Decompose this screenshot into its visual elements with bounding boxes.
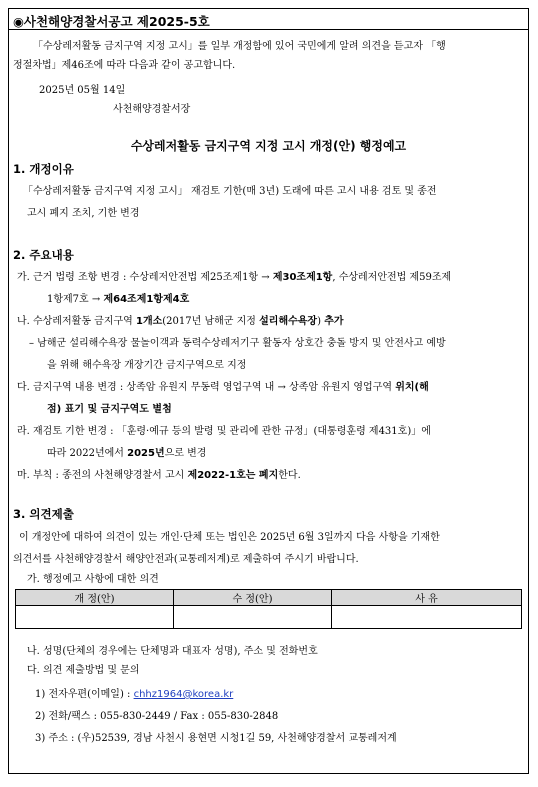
opinion-table xyxy=(15,589,522,629)
section-1-line-1: 「수상레저활동 금지구역 지정 고시」 재검토 기한(매 3년) 도래에 따른 고시 내용 검토 및 종전 xyxy=(23,186,437,197)
item-na-line-3: 을 위해 해수욕장 개장기간 금지구역으로 지정 xyxy=(47,360,247,371)
contact-phone-line: 2) 전화/팩스 : 055-830-2449 / Fax : 055-830-2848 xyxy=(35,711,279,722)
section-3-item-da: 다. 의견 제출방법 및 문의 xyxy=(27,665,140,676)
item-ga-line-2: 1항제7호 → 제64조제1항제4호 xyxy=(47,294,190,305)
notice-signer: 사천해양경찰서장 xyxy=(113,104,191,115)
section-3-item-na: 나. 성명(단체의 경우에는 단체명과 대표자 성명), 주소 및 전화번호 xyxy=(27,646,318,657)
document-title: 수상레저활동 금지구역 지정 고시 개정(안) 행정예고 xyxy=(130,139,407,153)
item-ra-line-2: 따라 2022년에서 2025년으로 변경 xyxy=(47,448,207,459)
table-cell-amendment[interactable] xyxy=(174,606,332,629)
table-cell-reason[interactable] xyxy=(332,606,522,629)
notice-date: 2025년 05월 14일 xyxy=(39,85,126,96)
item-na-line-1: 나. 수상레저활동 금지구역 1개소(2017년 남해군 지정 설리해수욕장) 추가 xyxy=(17,316,344,327)
section-1-heading: 1. 개정이유 xyxy=(13,162,74,176)
table-row xyxy=(16,606,522,629)
highlight-article-64: 제64조제1항제4호 xyxy=(103,294,190,305)
section-1-line-2: 고시 폐지 조치, 기한 변경 xyxy=(27,208,140,219)
item-da-line-1: 다. 금지구역 내용 변경 : 상족암 유원지 무동력 영업구역 내 → 상족암 유원지 영업구역 위치(해 xyxy=(17,382,429,393)
table-header-revision: 개 정(안) xyxy=(16,590,174,606)
item-ga-line-1: 가. 근거 법령 조항 변경 : 수상레저안전법 제25조제1항 → 제30조제1항, 수상레저안전법 제59조제 xyxy=(17,272,452,283)
item-da-line-2: 점) 표기 및 금지구역도 별첨 xyxy=(47,404,172,415)
highlight-article-30: 제30조제1항 xyxy=(272,272,333,283)
section-3-heading: 3. 의견제출 xyxy=(13,507,74,521)
notice-frame xyxy=(8,8,529,774)
section-3-line-2: 의견서를 사천해양경찰서 해양안전과(교통레저계)로 제출하여 주시기 바랍니다. xyxy=(13,554,359,565)
section-3-item-ga: 가. 행정예고 사항에 대한 의견 xyxy=(27,574,159,585)
item-ra-line-1: 라. 재검토 기한 변경 : 「훈령·예규 등의 발령 및 관리에 관한 규정」(대통령훈령 제431호)」에 xyxy=(17,426,431,437)
contact-email-line: 1) 전자우편(이메일) : chhz1964@korea.kr xyxy=(35,689,234,700)
intro-line-1: 「수상레저활동 금지구역 지정 고시」를 일부 개정함에 있어 국민에게 알려 의견을 듣고자 「행 xyxy=(33,41,446,52)
notice-header xyxy=(9,9,528,30)
intro-line-2: 정절차법」제46조에 따라 다음과 같이 공고합니다. xyxy=(13,60,236,71)
item-na-line-2: – 남해군 설리해수욕장 물놀이객과 동력수상레저기구 활동자 상호간 충돌 방지 및 안전사고 예방 xyxy=(29,338,446,349)
table-header-reason: 사 유 xyxy=(332,590,522,606)
email-link[interactable]: chhz1964@korea.kr xyxy=(133,689,234,700)
item-ma-line: 마. 부칙 : 종전의 사천해양경찰서 고시 제2022-1호는 폐지한다. xyxy=(17,470,301,481)
section-2-heading: 2. 주요내용 xyxy=(13,248,74,262)
table-cell-revision[interactable] xyxy=(16,606,174,629)
table-header-amendment: 수 정(안) xyxy=(174,590,332,606)
notice-title: ◉사천해양경찰서공고 제2025-5호 xyxy=(13,14,210,29)
section-3-line-1: 이 개정안에 대하여 의견이 있는 개인·단체 또는 법인은 2025년 6월 3일까지 다음 사항을 기재한 xyxy=(19,532,440,543)
contact-address-line: 3) 주소 : (우)52539, 경남 사천시 용현면 시청1길 59, 사천해양경찰서 교통레저계 xyxy=(35,733,397,744)
